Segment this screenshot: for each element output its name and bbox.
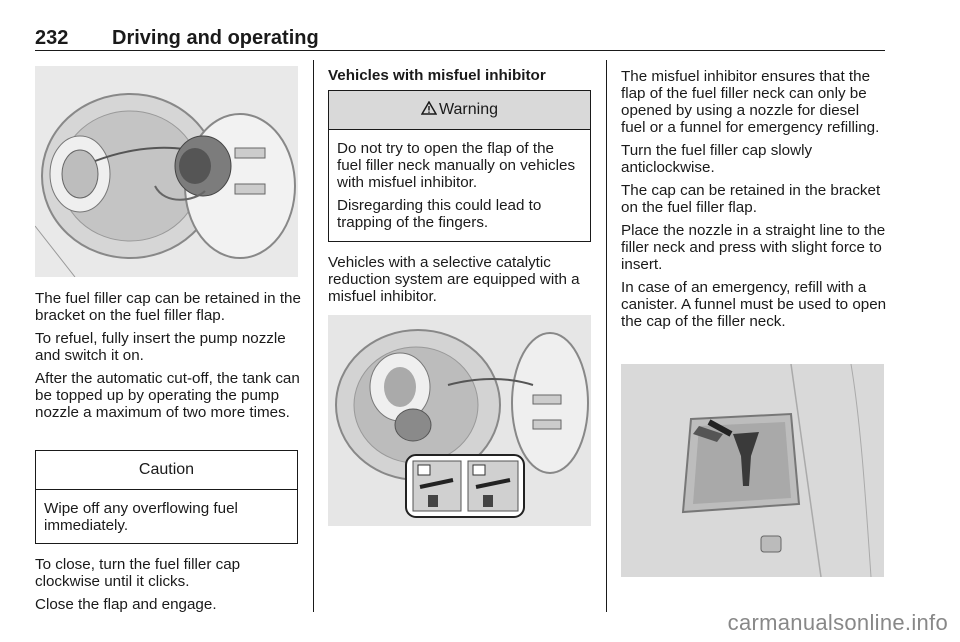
misfuel-inhibitor-illustration <box>328 315 591 526</box>
watermark: carmanualsonline.info <box>727 610 948 635</box>
paragraph: In case of an emergency, refill with a canister. A funnel must be used to open the cap of the filler neck. <box>621 279 887 330</box>
warning-icon <box>421 92 437 106</box>
column-divider <box>606 60 607 612</box>
caution-text: Wipe off any overflowing fuel immediately. <box>44 500 238 534</box>
paragraph: Vehicles with a selective catalytic reduction system are equipped with a misfuel inhibitor. <box>328 254 580 305</box>
caution-box <box>35 450 298 544</box>
paragraph: The misfuel inhibitor ensures that the flap of the fuel filler neck can only be opened by using a nozzle for diesel fuel or a funnel for emergency refilling. <box>621 68 880 136</box>
column-1-text-lower <box>35 556 301 619</box>
paragraph: Close the flap and engage. <box>35 596 217 613</box>
column-3-text <box>621 68 887 336</box>
caution-title: Caution <box>36 451 297 490</box>
page-number: 232 <box>35 27 69 49</box>
warning-box <box>328 90 591 242</box>
column-2-text <box>328 254 594 311</box>
paragraph: To close, turn the fuel filler cap clockwise until it clicks. <box>35 556 241 590</box>
paragraph: Turn the fuel filler cap slowly anticlockwise. <box>621 142 813 176</box>
column-divider <box>313 60 314 612</box>
section-title: Driving and operating <box>112 27 319 49</box>
column-1-text <box>35 290 301 427</box>
warning-paragraph: Do not try to open the flap of the fuel filler neck manually on vehicles with misfuel inhibitor. <box>337 140 576 191</box>
fuel-cap-illustration <box>35 66 298 277</box>
paragraph: The fuel filler cap can be retained in the bracket on the fuel filler flap. <box>35 290 301 324</box>
warning-paragraph: Disregarding this could lead to trapping of the fingers. <box>337 197 542 231</box>
paragraph: After the automatic cut-off, the tank can be topped up by operating the pump nozzle a maximum of two more times. <box>35 370 300 421</box>
warning-title: Warning <box>439 101 498 118</box>
funnel-storage-illustration <box>621 364 884 577</box>
subsection-heading: Vehicles with misfuel inhibitor <box>328 67 546 84</box>
paragraph: The cap can be retained in the bracket on the fuel filler flap. <box>621 182 881 216</box>
warning-header <box>329 91 590 130</box>
paragraph: To refuel, fully insert the pump nozzle and switch it on. <box>35 330 286 364</box>
paragraph: Place the nozzle in a straight line to the filler neck and press with slight force to insert. <box>621 222 886 273</box>
header-rule <box>35 50 885 51</box>
